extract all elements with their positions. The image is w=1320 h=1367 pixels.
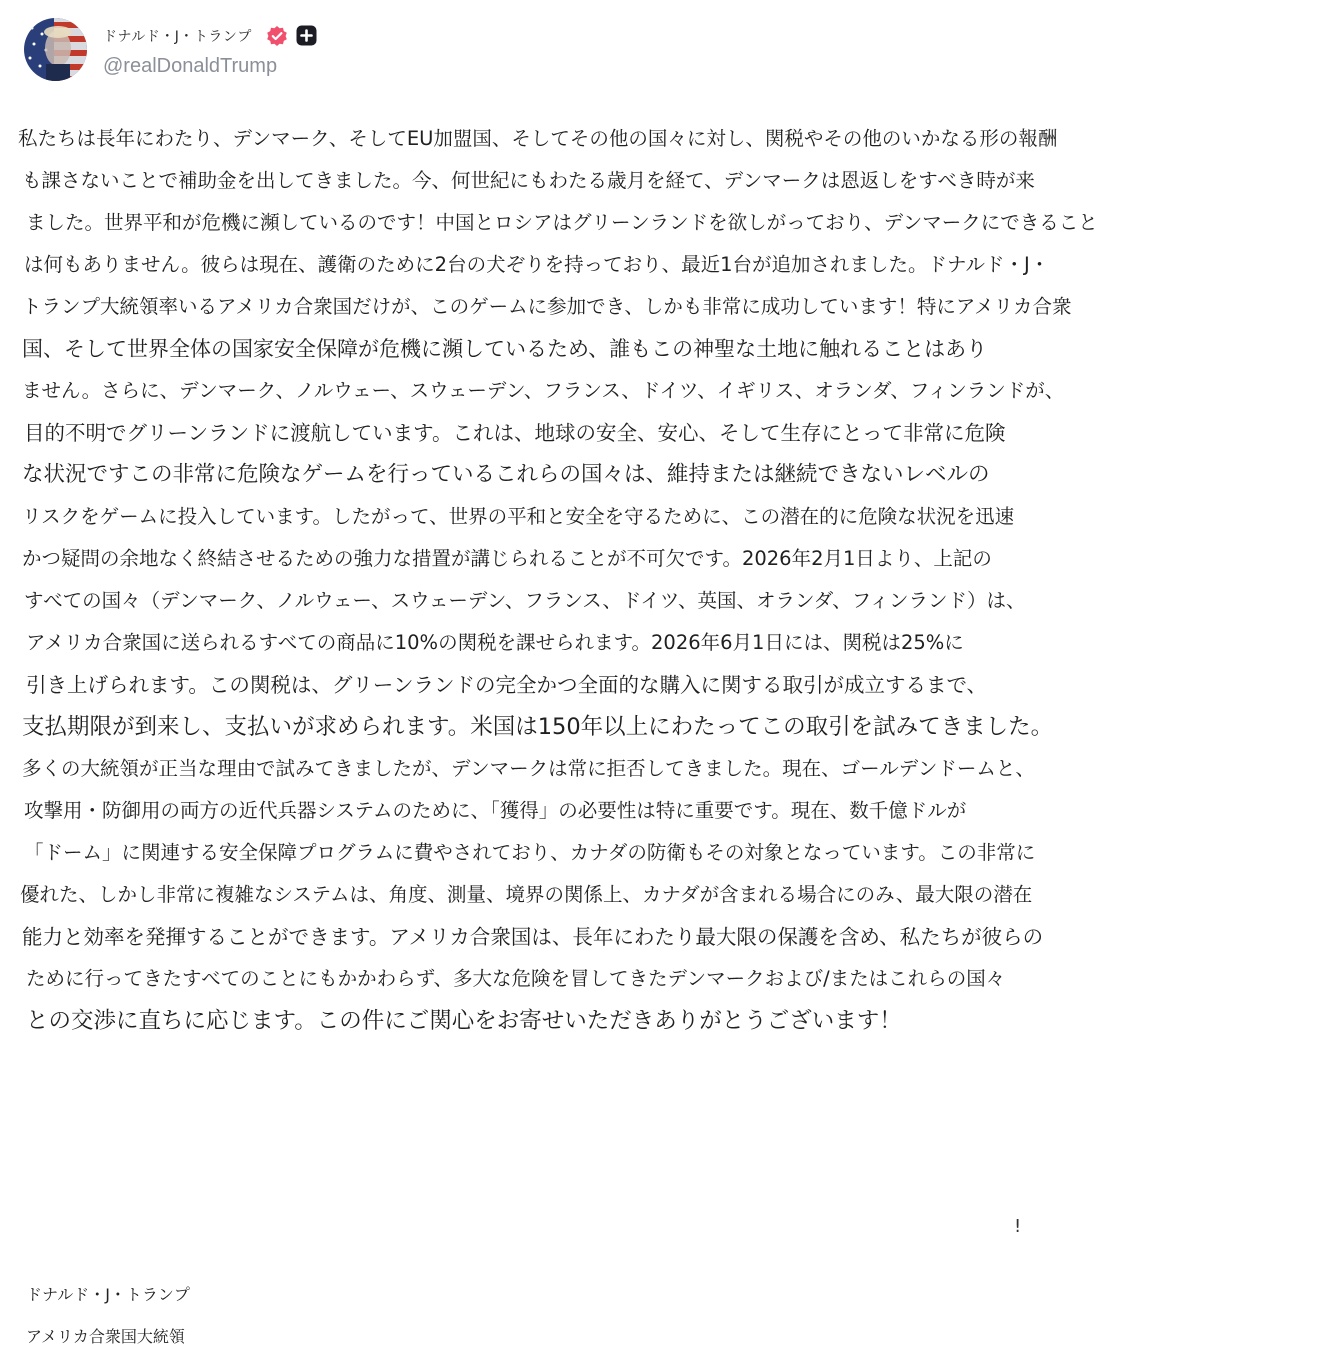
- signature-title: アメリカ合衆国大統領: [26, 1327, 185, 1346]
- post-text-line: リスクをゲームに投入しています。したがって、世界の平和と安全を守るために、この潜在的に危険な状況を迅速: [22, 505, 1015, 528]
- post-text-line: 引き上げられます。この関税は、グリーンランドの完全かつ全面的な購入に関する取引が成立するまで、: [26, 673, 988, 697]
- post-text-line: との交渉に直ちに応じます。この件にご関心をお寄せいただきありがとうございます！: [26, 1008, 902, 1034]
- post-text-line: 多くの大統領が正当な理由で試みてきましたが、デンマークは常に拒否してきました。現在、ゴールデンドームと、: [22, 757, 1035, 780]
- post-header: [24, 16, 317, 82]
- post-text-line: 目的不明でグリーンランドに渡航しています。これは、地球の安全、安心、そして生存にとって非常に危険: [24, 421, 1006, 445]
- post-text-line: ました。世界平和が危機に瀕しているのです！中国とロシアはグリーンランドを欲しがっており、デンマークにできること: [26, 211, 1098, 234]
- post-text-line: ために行ってきたすべてのことにもかかわらず、多大な危険を冒してきたデンマークおよび/またはこれらの国々: [26, 967, 1006, 990]
- post-text-line: も課さないことで補助金を出してきました。今、何世紀にもわたる歳月を経て、デンマークは恩返しをすべき時が来: [22, 169, 1035, 192]
- signature-name: ドナルド・J・トランプ: [26, 1285, 190, 1304]
- display-name[interactable]: ドナルド・J・トランプ: [103, 28, 252, 45]
- post-text-line: 優れた、しかし非常に複雑なシステムは、角度、測量、境界の関係上、カナダが含まれる場合にのみ、最大限の潜在: [20, 883, 1033, 906]
- post-text-line: 支払期限が到来し、支払いが求められます。米国は150年以上にわたってこの取引を試みてきました。: [22, 714, 1054, 740]
- user-handle[interactable]: @realDonaldTrump: [103, 54, 278, 77]
- post-text-line: トランプ大統領率いるアメリカ合衆国だけが、このゲームに参加でき、しかも非常に成功しています！特にアメリカ合衆: [22, 295, 1072, 318]
- post-text-line: 「ドーム」に関連する安全保障プログラムに費やされており、カナダの防衛もその対象となっています。この非常に: [24, 841, 1036, 864]
- signature-block: [26, 1280, 190, 1364]
- post-text-line: 国、そして世界全体の国家安全保障が危機に瀕しているため、誰もこの神聖な土地に触れることはあり: [22, 337, 988, 361]
- post-text-line: な状況ですこの非常に危険なゲームを行っているこれらの国々は、維持または継続できないレベルの: [22, 462, 990, 487]
- post-text-line: すべての国々（デンマーク、ノルウェー、スウェーデン、フランス、ドイツ、英国、オランダ、フィンランド）は、: [24, 589, 1026, 612]
- plus-badge-icon: [296, 25, 317, 46]
- avatar-image: [24, 18, 87, 81]
- stray-mark: !: [1014, 1216, 1022, 1237]
- post-text-line: 私たちは長年にわたり、デンマーク、そしてEU加盟国、そしてその他の国々に対し、関税やその他のいかなる形の報酬: [18, 127, 1058, 150]
- post-text-line: 攻撃用・防御用の両方の近代兵器システムのために、「獲得」の必要性は特に重要です。現在、数千億ドルが: [24, 799, 967, 822]
- post-text-line: アメリカ合衆国に送られるすべての商品に10%の関税を課せられます。2026年6月1日には、関税は25%に: [26, 631, 964, 654]
- post-text-line: 能力と効率を発揮することができます。アメリカ合衆国は、長年にわたり最大限の保護を含め、私たちが彼らの: [22, 925, 1044, 949]
- post-text-line: かつ疑問の余地なく終結させるための強力な措置が講じられることが不可欠です。2026年2月1日より、上記の: [22, 547, 992, 570]
- avatar[interactable]: [24, 18, 87, 81]
- post-text-line: は何もありません。彼らは現在、護衛のために2台の犬ぞりを持っており、最近1台が追加されました。ドナルド・J・: [24, 253, 1050, 276]
- verified-badge-icon: [266, 25, 288, 47]
- post-body: [18, 118, 1278, 1042]
- post-text-line: ません。さらに、デンマーク、ノルウェー、スウェーデン、フランス、ドイツ、イギリス、オランダ、フィンランドが、: [22, 379, 1065, 402]
